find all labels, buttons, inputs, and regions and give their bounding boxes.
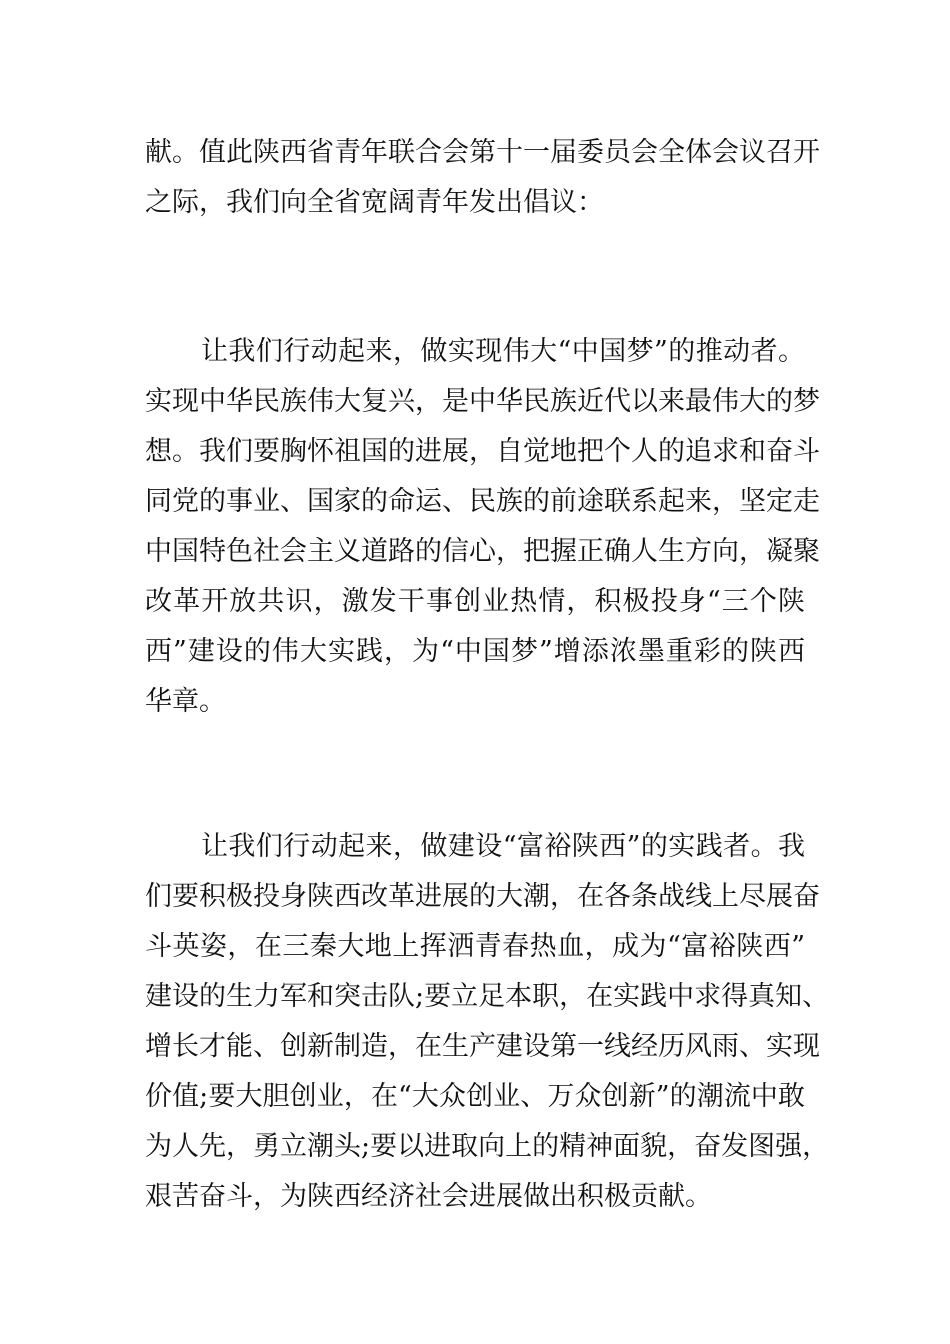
paragraph-3	[145, 822, 830, 1222]
text-line: 为人先，勇立潮头;要以进取向上的精神面貌，奋发图强，	[145, 1131, 830, 1162]
text-line: 改革开放共识，激发干事创业热情，积极投身“三个陕	[145, 586, 805, 617]
text-line: 价值;要大胆创业，在“大众创业、万众创新”的潮流中敢	[145, 1081, 805, 1112]
text-line: 同党的事业、国家的命运、民族的前途联系起来，坚定走	[145, 486, 820, 517]
text-line: 让我们行动起来，做建设“富裕陕西”的实践者。我	[201, 831, 805, 862]
text-line: 让我们行动起来，做实现伟大“中国梦”的推动者。	[201, 336, 805, 367]
text-line: 中国特色社会主义道路的信心，把握正确人生方向，凝聚	[145, 536, 820, 567]
text-line: 献。值此陕西省青年联合会第十一届委员会全体会议召开	[145, 137, 820, 168]
text-line: 实现中华民族伟大复兴，是中华民族近代以来最伟大的梦	[145, 386, 820, 417]
text-line: 想。我们要胸怀祖国的进展，自觉地把个人的追求和奋斗	[145, 436, 820, 467]
text-line: 西”建设的伟大实践，为“中国梦”增添浓墨重彩的陕西	[145, 636, 805, 667]
paragraph-2	[145, 327, 820, 727]
text-line: 艰苦奋斗，为陕西经济社会进展做出积极贡献。	[145, 1181, 712, 1212]
text-line: 增长才能、创新制造，在生产建设第一线经历风雨、实现	[145, 1031, 820, 1062]
paragraph-1	[145, 128, 820, 228]
text-line: 之际，我们向全省宽阔青年发出倡议：	[145, 187, 604, 218]
text-line: 建设的生力军和突击队;要立足本职，在实践中求得真知、	[145, 981, 830, 1012]
text-line: 们要积极投身陕西改革进展的大潮，在各条战线上尽展奋	[145, 881, 820, 912]
text-line: 斗英姿，在三秦大地上挥洒青春热血，成为“富裕陕西”	[145, 931, 805, 962]
text-line: 华章。	[145, 686, 226, 717]
